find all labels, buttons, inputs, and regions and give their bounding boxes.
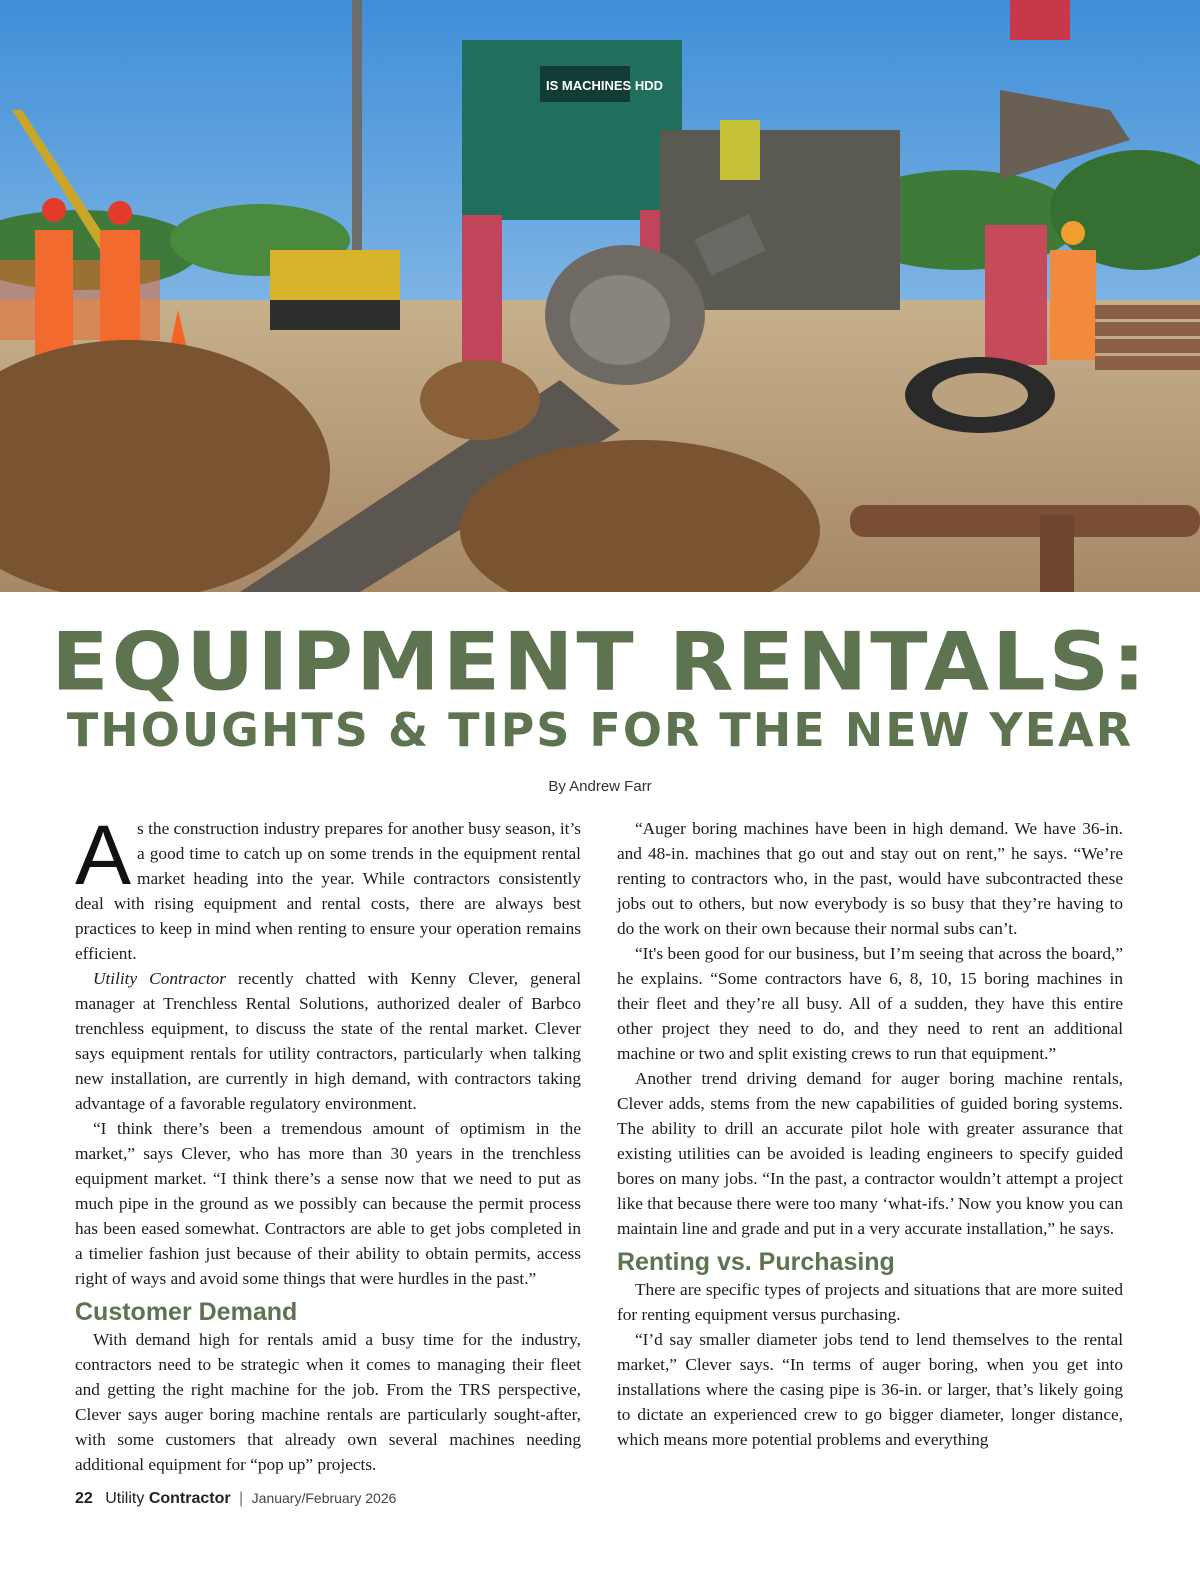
paragraph: There are specific types of projects and situations that are more suited for renting equipment versus purchasing. [617,1280,1123,1324]
page-footer [75,1490,396,1508]
issue-date: January/February 2026 [251,1490,397,1506]
paragraph: “Auger boring machines have been in high demand. We have 36-in. and 48-in. machines that go out and stay out on rent,” he says. “We’re renting to contractors who, in the past, would have subcontracted these jobs out to others, but now everybody is so busy that they’re having to do the work on their own because their normal subs can’t. [617,819,1123,938]
section-heading-renting-vs-purchasing: Renting vs. Purchasing [617,1248,895,1276]
paragraph [75,966,581,1116]
article-column-right [617,816,1123,1452]
magazine-name-part2: Contractor [148,1490,231,1507]
publication-name: Utility Contractor [93,969,226,988]
headline-subtitle: THOUGHTS & TIPS FOR THE NEW YEAR [66,703,1134,757]
paragraph-text: s the construction industry prepares for another busy season, it’s a good time to catch up on some trends in the equipment rental market heading into the year. While contractors consistently deal with rising equipment and rental costs, there are always best practices to keep in mind when renting to ensure your operation remains efficient. [75,819,581,963]
separator: | [239,1490,244,1507]
paragraph: With demand high for rentals amid a busy time for the industry, contractors need to be strategic when it comes to managing their fleet and getting the right machine for the job. From the TRS perspective, Clever says auger boring machine rentals are particularly sought-after, with some customers that already own several machines needing additional equipment for “pop up” projects. [75,1330,581,1474]
drop-cap: A [75,808,132,902]
magazine-name-part1: Utility [105,1490,145,1507]
machine-sign-text: IS MACHINES HDD [546,78,664,93]
construction-site-photo-icon [0,0,1200,592]
section-heading-customer-demand: Customer Demand [75,1298,298,1326]
paragraph [75,808,581,966]
page-number: 22 [75,1490,93,1507]
paragraph: Another trend driving demand for auger boring machine rentals, Clever adds, stems from the new capabilities of guided boring systems. The ability to drill an accurate pilot hole with greater assurance that existing utilities can be avoided is leading engineers to specify guided bores on many jobs. “In the past, a contractor wouldn’t attempt a project like that because there were too many ‘what-ifs.’ Now you know you can maintain line and grade and put in a very accurate installation,” he says. [617,1069,1123,1238]
hero-photo [0,0,1200,592]
paragraph: “I’d say smaller diameter jobs tend to lend themselves to the rental market,” Clever says. “In terms of auger boring, when you get into installations where the casing pipe is 36-in. or larger, that’s likely going to dictate an experienced crew to go bigger diameter, longer distance, which means more potential problems and everything [617,1330,1123,1449]
headline-title: EQUIPMENT RENTALS: [51,615,1149,709]
paragraph: “I think there’s been a tremendous amount of optimism in the market,” says Clever, who has more than 30 years in the trenchless equipment market. “I think there’s a sense now that we need to put as much pipe in the ground as we possibly can because the permit process has been eased somewhat. Contractors are able to get jobs completed in a timelier fashion just because of their ability to obtain permits, access right of ways and avoid some things that were hurdles in the past.” [75,1119,581,1288]
article-column-left [75,808,581,1477]
byline: By Andrew Farr [548,778,652,795]
paragraph: “It's been good for our business, but I’m seeing that across the board,” he explains. “Some contractors have 6, 8, 10, 15 boring machines in their fleet and they’re all busy. All of a sudden, they have this entire other project they need to do, and they need to rent an additional machine or two and split existing crews to run that equipment.” [617,944,1123,1063]
paragraph-text: recently chatted with Kenny Clever, general manager at Trenchless Rental Solutions, authorized dealer of Barbco trenchless equipment, to discuss the state of the rental market. Clever says equipment rentals for utility contractors, particularly when talking new installation, are currently in high demand, with contractors taking advantage of a favorable regulatory environment. [75,969,581,1113]
